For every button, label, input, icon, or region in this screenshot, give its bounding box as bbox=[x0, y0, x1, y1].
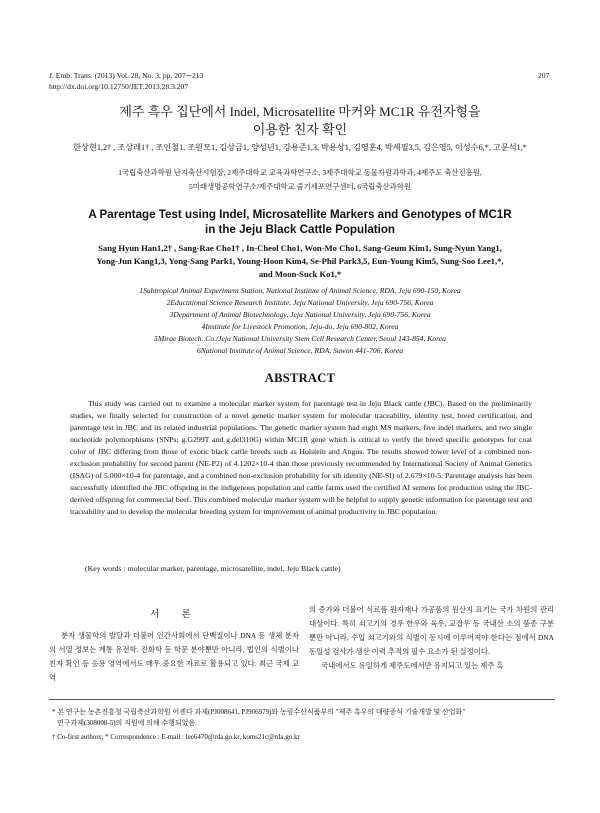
journal-citation: J. Emb. Trans. (2013) Vol. 28, No. 3, pp. 207∼213 bbox=[49, 71, 204, 80]
abstract-heading: ABSTRACT bbox=[264, 371, 336, 385]
english-title-line1: A Parentage Test using Indel, Microsatellite Markers and Genotypes of MC1R bbox=[88, 208, 512, 221]
intro-right-text: 의 증가와 더불어 식료품 원자재나 가공품의 원산지 표기는 국가 차원의 관리 대상이다. 특히 쇠고기의 경우 한우와 육우, 교잡우 등 국내산 소의 품종 구분뿐만 아니라, 수입 쇠고기와의 식별이 동시에 이루어져야 한다는 점에서 DNA 동일성 검사가 생산 이력 추적의 필수 요소가 된 실정이다. bbox=[309, 605, 554, 656]
korean-title-line2: 이용한 친자 확인 bbox=[252, 122, 348, 137]
english-affiliation-5: 5Mirae Biotech. Co./Jeju National University Stem Cell Research Center, Seoul 143-854, Korea bbox=[154, 334, 446, 343]
page-number: 207 bbox=[538, 71, 550, 80]
korean-authors: 한상현1,2† , 조상래1† , 조인철1, 조원모1, 김상금1, 양성년1, 강용준1,3, 박용상1, 김영훈4, 박세필3,5, 김은영5, 이성수6,*, 고문석1,* bbox=[73, 143, 527, 152]
footnote-divider bbox=[49, 699, 555, 700]
intro-right-column bbox=[309, 603, 554, 673]
korean-affiliations-line2: 5미래생명공학연구소/제주대학교 줄기세포연구센터, 6국립축산과학원 bbox=[188, 182, 412, 191]
english-affiliation-4: 4Institute for Livestock Promotion, Jeju-do, Jeju 690-802, Korea bbox=[201, 322, 399, 331]
funding-note-line1: * 본 연구는 농촌진흥청 국립축산과학원 어젠다 과제(PJ008641, PJ906979)와 농림수산식품부의 "제주 흑우의 대량증식 기술개발 및 산업화" bbox=[52, 708, 466, 716]
english-authors-line2: Yong-Jun Kang1,3, Yong-Sang Park1, Young-Hoon Kim4, Se-Phil Park3,5, Eun-Young Kim5, Sung-Soo Lee1,*, bbox=[96, 256, 504, 266]
english-affiliation-3: 3Department of Animal Biotechnology, Jeju National University, Jeju 690-756, Korea bbox=[169, 310, 431, 319]
intro-right-text-2: 국내에서도 유일하게 제주도에서만 유지되고 있는 제주 흑 bbox=[321, 661, 504, 670]
abstract-text: This study was carried out to examine a molecular marker system for parentage test in Jeju Black cattle (JBC). Based on the preliminarily studies, we finally selected for construction of a novel genetic marker system for molecular traceability, identity test, breed certification, and parentage test in JBC and its related industrial populations. The genetic marker system had eight MS markers, five indel markers, and two single nucleotide polymorphisms (SNPs; g.G299T and g.del310G) within MC1R gene which is critical to verify the breed specific genotypes for coat color of JBC differing from those of exotic black cattle breeds such as Holstein and Angus. The results showed lower level of a combined non-exclusion probability for second parent (NE-P2) of 4.1202×10-4 than those previously recommended by International Society of Animal Genetics (ISAG) of 5.000×10-4 for parentage, and a combined non-exclusion probability for sib identity (NE-SI) of 2.679×10-5. Parentage analysis has been successfully identified the JBC offspring in the indigenous population and cattle farms used the certified AI semens for production using the JBC-derived offspring for commercial beef. This combined molecular marker system will be helpful to supply genetic information for parentage test and traceability and to develop the molecular breeding system for improvement of animal productivity in JBC population. bbox=[70, 399, 532, 516]
english-affiliation-2: 2Educational Science Research Institute, Jeju National University, Jeju 690-756, Korea bbox=[166, 298, 434, 307]
english-affiliation-6: 6National Institute of Animal Science, RDA, Suwon 441-706, Korea bbox=[196, 346, 404, 355]
english-authors-line1: Sang Hyun Han1,2† , Sang-Rae Cho1† , In-Cheol Cho1, Won-Mo Cho1, Sang-Geum Kim1, Sung-Nyun Yang1, bbox=[98, 243, 502, 253]
intro-heading: 서 론 bbox=[150, 610, 201, 620]
doi-link[interactable]: http://dx.doi.org/10.12750/JET.2013.28.3.207 bbox=[49, 82, 189, 91]
korean-affiliations-line1: 1국립축산과학원 난지축산시험장, 2제주대학교 교육과학연구소, 3제주대학교 동물자원과학과, 4제주도 축산진흥원, bbox=[118, 168, 482, 177]
intro-left-column bbox=[49, 629, 299, 685]
korean-title-line1: 제주 흑우 집단에서 Indel, Microsatellite 마커와 MC1R 유전자형을 bbox=[119, 104, 481, 119]
abstract-body bbox=[70, 398, 532, 518]
intro-left-text: 분자 생물학의 발달과 더불어 인간사회에서 단백질이나 DNA 등 생체 분자의 서열 정보는 계통 유전학, 진화학 등 학문 분야뿐만 아니라, 법인의 식별이나 친자 확인 등 응용 영역에서도 매우 중요한 자료로 활용되고 있다. 최근 국제 교역 bbox=[49, 631, 299, 682]
english-affiliation-1: 1Subtropical Animal Experiment Station, National Institute of Animal Science, RDA, Jeju 690-150, Korea bbox=[139, 286, 461, 295]
english-authors-line3: and Moon-Suck Ko1,* bbox=[258, 269, 342, 279]
funding-note-line2: 연구과제(308008-5)의 지원에 의해 수행되었음. bbox=[57, 719, 197, 727]
correspondence-note: † Co-first authors; * Correspondence : E-mail : lee6470@rda.go.kr, koms21c@rda.go.kr bbox=[52, 733, 300, 741]
english-title-line2: in the Jeju Black Cattle Population bbox=[204, 223, 396, 236]
keywords: (Key words : molecular marker, parentage, microsatellite, indel, Jeju Black cattle) bbox=[85, 564, 341, 573]
